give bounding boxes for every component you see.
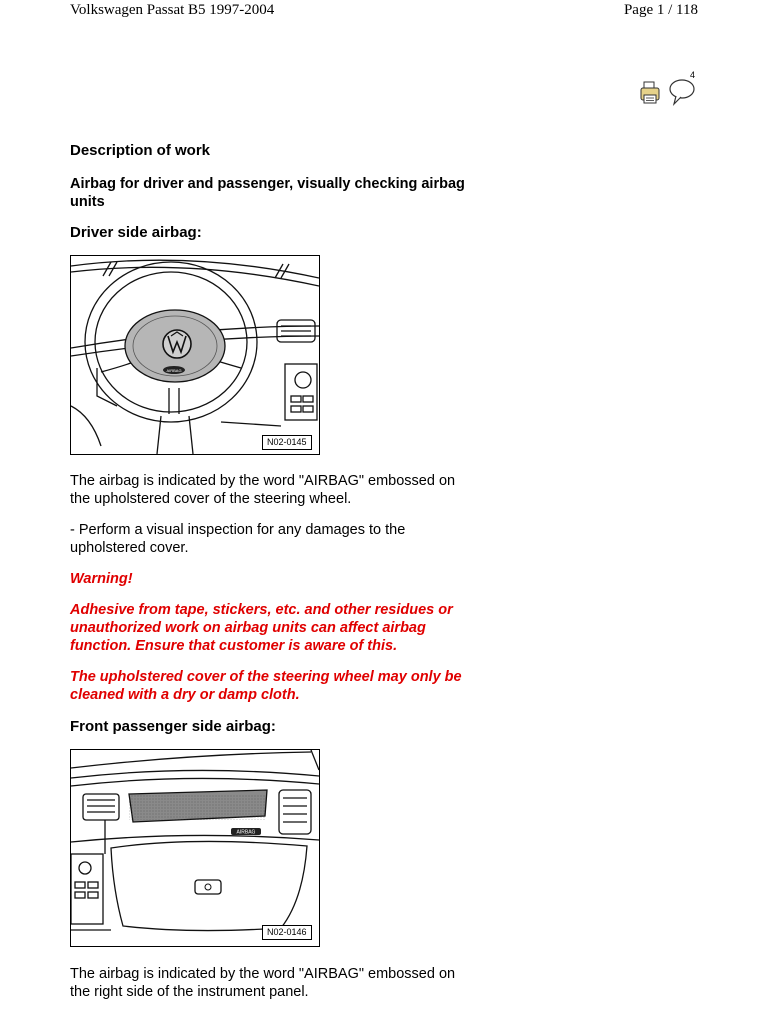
passenger-airbag-figure — [70, 749, 320, 947]
page-indicator: Page 1 / 118 — [623, 2, 698, 18]
section-heading: Description of work — [70, 142, 211, 159]
speech-balloon-icon[interactable] — [670, 80, 694, 104]
driver-description: The airbag is indicated by the word "AIRBAG" embossed on the upholstered cover of the steering wheel. — [70, 473, 456, 507]
driver-airbag-figure — [70, 255, 320, 455]
driver-airbag-badge-text: AIRBAG — [166, 368, 182, 373]
toolbar-icons — [638, 70, 700, 110]
passenger-heading: Front passenger side airbag: — [70, 718, 276, 735]
warning-text-1: Adhesive from tape, stickers, etc. and other residues or unauthorized work on airbag units can affect airbag function. Ensure that customer is aware of this. — [70, 602, 453, 654]
warning-title: Warning! — [70, 571, 133, 587]
balloon-number: 4 — [690, 70, 696, 80]
passenger-description: The airbag is indicated by the word "AIRBAG" embossed on the right side of the instrument panel. — [70, 966, 456, 1000]
printer-icon[interactable] — [641, 82, 659, 103]
document-title: Volkswagen Passat B5 1997-2004 — [70, 2, 275, 18]
passenger-figure-label: N02-0146 — [262, 925, 312, 940]
passenger-airbag-badge-text: AIRBAG — [236, 829, 256, 836]
driver-heading: Driver side airbag: — [70, 224, 202, 241]
driver-inspection-step: - Perform a visual inspection for any damages to the upholstered cover. — [70, 522, 406, 556]
section-subheading: Airbag for driver and passenger, visually checking airbag units — [70, 176, 465, 210]
driver-figure-label: N02-0145 — [262, 435, 312, 450]
warning-text-2: The upholstered cover of the steering wheel may only be cleaned with a dry or damp cloth. — [70, 669, 462, 703]
